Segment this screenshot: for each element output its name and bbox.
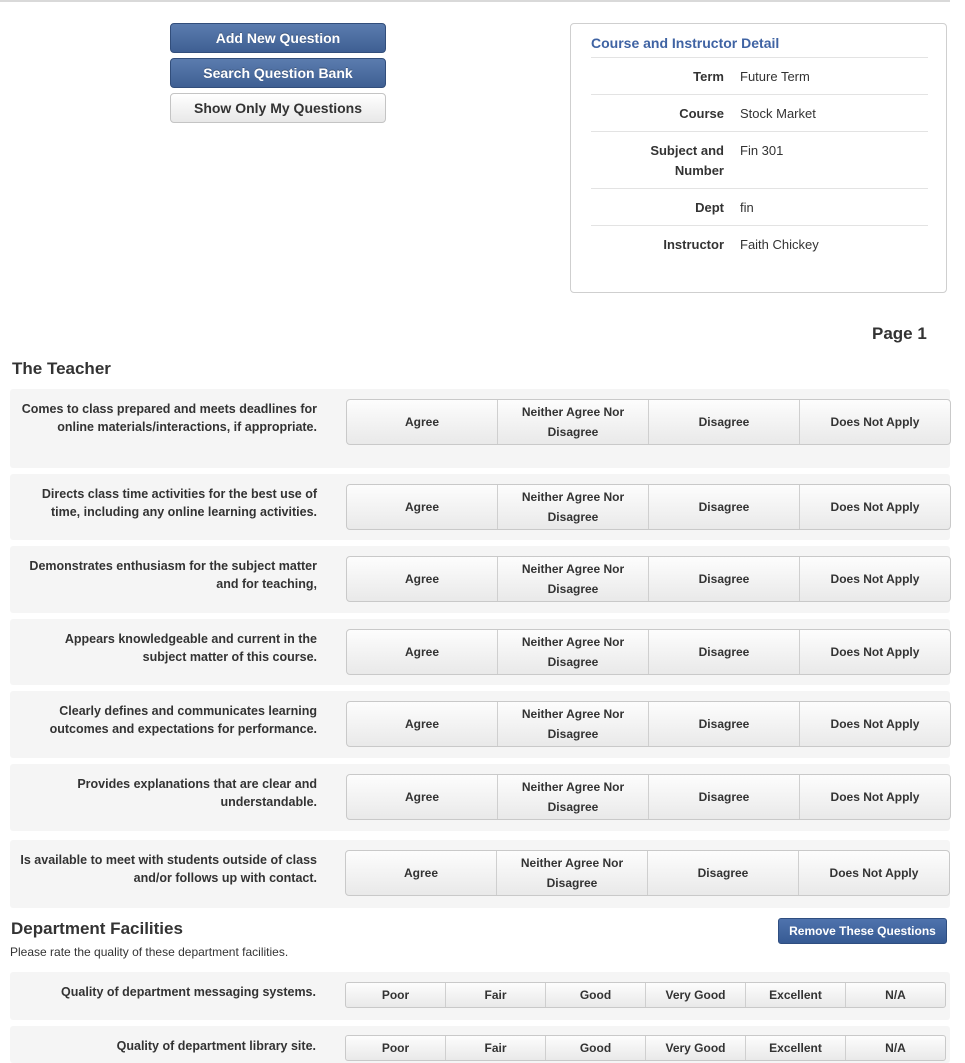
option-disagree[interactable]: Disagree xyxy=(648,557,799,601)
option-neither[interactable]: Neither Agree Nor Disagree xyxy=(497,630,648,674)
option-agree[interactable]: Agree xyxy=(404,790,439,804)
page-number-label: Page 1 xyxy=(872,324,927,343)
option-disagree[interactable]: Disagree xyxy=(648,702,799,746)
option-disagree[interactable]: Disagree xyxy=(648,400,799,444)
option-very-good[interactable]: Very Good xyxy=(645,1036,745,1060)
question-text: Directs class time activities for the best use of time, including any online learning activities. xyxy=(41,487,317,519)
option-good[interactable]: Good xyxy=(545,1036,645,1060)
option-agree[interactable]: Agree xyxy=(404,500,439,514)
section-title-facilities: Department Facilities xyxy=(11,919,183,938)
question-text: Comes to class prepared and meets deadlines for online materials/interactions, if appropriate. xyxy=(21,402,317,434)
option-disagree[interactable]: Disagree xyxy=(648,775,799,819)
detail-row-instructor xyxy=(591,225,928,262)
option-excellent[interactable]: Excellent xyxy=(745,983,845,1007)
top-divider xyxy=(0,0,950,2)
option-does-not-apply[interactable]: Does Not Apply xyxy=(798,851,949,895)
rating-options xyxy=(345,982,946,1008)
detail-value: Fin 301 xyxy=(740,143,784,158)
option-neither[interactable]: Neither Agree Nor Disagree xyxy=(497,557,648,601)
search-question-bank-button[interactable]: Search Question Bank xyxy=(170,58,386,88)
answer-options xyxy=(346,399,951,445)
option-disagree[interactable]: Disagree xyxy=(647,851,798,895)
option-does-not-apply[interactable]: Does Not Apply xyxy=(799,702,950,746)
detail-row-subject xyxy=(591,131,928,188)
question-text: Demonstrates enthusiasm for the subject matter and for teaching, xyxy=(29,559,317,591)
option-agree[interactable]: Agree xyxy=(404,645,439,659)
option-neither[interactable]: Neither Agree Nor Disagree xyxy=(497,485,648,529)
answer-options xyxy=(346,484,951,530)
option-excellent[interactable]: Excellent xyxy=(745,1036,845,1060)
detail-row-dept xyxy=(591,188,928,225)
answer-options xyxy=(345,850,950,896)
question-row xyxy=(10,474,950,540)
option-does-not-apply[interactable]: Does Not Apply xyxy=(799,485,950,529)
answer-options xyxy=(346,701,951,747)
detail-value: fin xyxy=(740,200,754,215)
option-agree[interactable]: Agree xyxy=(404,415,439,429)
detail-label: Course xyxy=(679,106,724,121)
option-disagree[interactable]: Disagree xyxy=(648,630,799,674)
option-disagree[interactable]: Disagree xyxy=(648,485,799,529)
facility-question-row xyxy=(10,1026,950,1063)
rating-options xyxy=(345,1035,946,1061)
answer-options xyxy=(346,629,951,675)
facility-question-row xyxy=(10,972,950,1020)
option-agree[interactable]: Agree xyxy=(404,717,439,731)
option-neither[interactable]: Neither Agree Nor Disagree xyxy=(497,400,648,444)
show-only-my-questions-button[interactable]: Show Only My Questions xyxy=(170,93,386,123)
detail-label: Term xyxy=(693,69,724,84)
question-row xyxy=(10,764,950,831)
detail-value: Future Term xyxy=(740,69,810,84)
detail-value: Faith Chickey xyxy=(740,237,819,252)
option-fair[interactable]: Fair xyxy=(445,1036,545,1060)
question-row xyxy=(10,619,950,685)
option-agree[interactable]: Agree xyxy=(404,572,439,586)
question-text: Is available to meet with students outside of class and/or follows up with contact. xyxy=(20,853,317,885)
detail-row-course xyxy=(591,94,928,131)
question-row xyxy=(10,389,950,468)
detail-label: Instructor xyxy=(663,237,724,252)
detail-row-term xyxy=(591,57,928,94)
course-instructor-detail-card xyxy=(570,23,947,293)
question-row xyxy=(10,840,950,908)
add-new-question-button[interactable]: Add New Question xyxy=(170,23,386,53)
detail-label: Subject and Number xyxy=(650,143,724,178)
section-description: Please rate the quality of these department facilities. xyxy=(10,945,289,959)
option-very-good[interactable]: Very Good xyxy=(645,983,745,1007)
answer-options xyxy=(346,556,951,602)
detail-label: Dept xyxy=(695,200,724,215)
option-does-not-apply[interactable]: Does Not Apply xyxy=(799,400,950,444)
option-na[interactable]: N/A xyxy=(845,983,945,1007)
option-does-not-apply[interactable]: Does Not Apply xyxy=(799,775,950,819)
detail-value: Stock Market xyxy=(740,106,816,121)
option-neither[interactable]: Neither Agree Nor Disagree xyxy=(496,851,647,895)
option-poor[interactable]: Poor xyxy=(381,988,410,1002)
option-good[interactable]: Good xyxy=(545,983,645,1007)
section-title-teacher: The Teacher xyxy=(12,359,111,378)
question-text: Quality of department library site. xyxy=(116,1039,316,1053)
question-text: Quality of department messaging systems. xyxy=(61,985,316,999)
option-does-not-apply[interactable]: Does Not Apply xyxy=(799,557,950,601)
option-agree[interactable]: Agree xyxy=(403,866,438,880)
option-poor[interactable]: Poor xyxy=(381,1041,410,1055)
option-fair[interactable]: Fair xyxy=(445,983,545,1007)
option-neither[interactable]: Neither Agree Nor Disagree xyxy=(497,775,648,819)
remove-these-questions-button[interactable]: Remove These Questions xyxy=(778,918,947,944)
option-na[interactable]: N/A xyxy=(845,1036,945,1060)
option-neither[interactable]: Neither Agree Nor Disagree xyxy=(497,702,648,746)
question-text: Appears knowledgeable and current in the subject matter of this course. xyxy=(64,632,317,664)
question-text: Provides explanations that are clear and understandable. xyxy=(77,777,317,809)
question-text: Clearly defines and communicates learning outcomes and expectations for performance. xyxy=(49,704,317,736)
question-row xyxy=(10,691,950,758)
detail-card-title: Course and Instructor Detail xyxy=(591,35,780,51)
question-row xyxy=(10,546,950,613)
answer-options xyxy=(346,774,951,820)
option-does-not-apply[interactable]: Does Not Apply xyxy=(799,630,950,674)
